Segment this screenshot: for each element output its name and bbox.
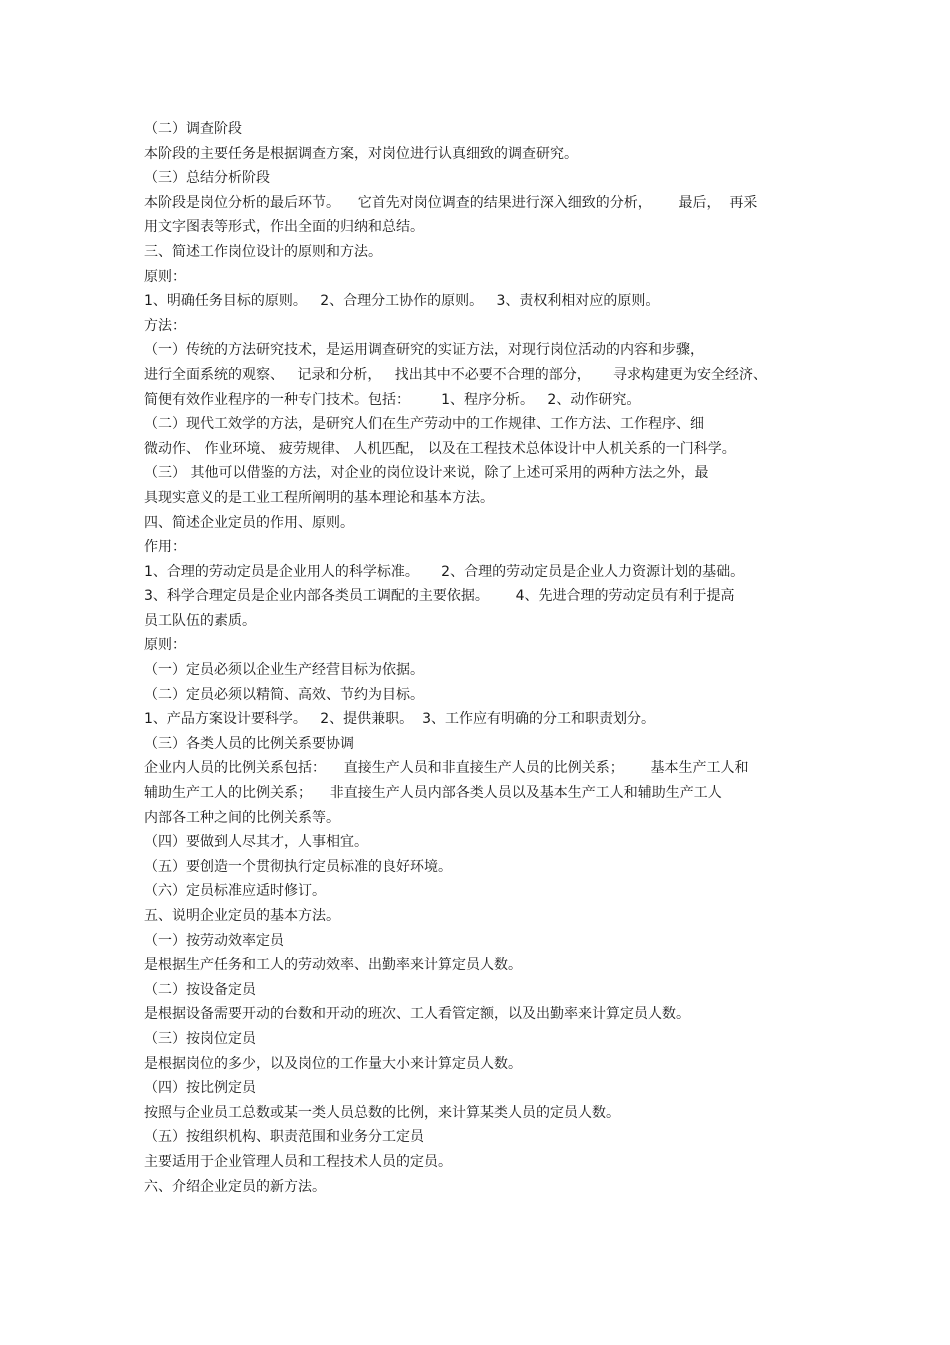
text-line: 微动作、 作业环境、 疲劳规律、 人机匹配， 以及在工程技术总体设计中人机关系的一门科学。 [144,440,736,457]
section-heading: 六、介绍企业定员的新方法。 [144,1178,326,1195]
text-line: （二）按设备定员 [144,981,256,998]
section-heading: 三、简述工作岗位设计的原则和方法。 [144,243,382,260]
text-line: 按照与企业员工总数或某一类人员总数的比例，来计算某类人员的定员人数。 [144,1104,620,1121]
text-line: （五）要创造一个贯彻执行定员标准的良好环境。 [144,858,452,875]
text-line: 员工队伍的素质。 [144,612,256,629]
text-line: 内部各工种之间的比例关系等。 [144,809,340,826]
text-line: 原则： [144,637,186,654]
text-line: 主要适用于企业管理人员和工程技术人员的定员。 [144,1153,452,1170]
text-line: （一）按劳动效率定员 [144,932,284,949]
text-line: （二）定员必须以精简、高效、节约为目标。 [144,686,424,703]
text-line: 具现实意义的是工业工程所阐明的基本理论和基本方法。 [144,489,494,506]
text-line: 企业内人员的比例关系包括： 直接生产人员和非直接生产人员的比例关系； 基本生产工人和 [144,760,749,777]
text-line: 方法： [144,317,186,334]
text-line: 是根据设备需要开动的台数和开动的班次、工人看管定额，以及出勤率来计算定员人数。 [144,1006,690,1023]
text-line: （三）按岗位定员 [144,1030,256,1047]
text-line: （三）各类人员的比例关系要协调 [144,735,354,752]
text-line: （六）定员标准应适时修订。 [144,883,326,900]
text-line: （四）按比例定员 [144,1080,256,1097]
section-heading: 四、简述企业定员的作用、原则。 [144,514,354,531]
text-line: 3、科学合理定员是企业内部各类员工调配的主要依据。 4、先进合理的劳动定员有利于提高 [144,588,735,605]
text-line: （五）按组织机构、职责范围和业务分工定员 [144,1129,424,1146]
text-line: 原则： [144,268,186,285]
text-line: 进行全面系统的观察、 记录和分析， 找出其中不必要不合理的部分， 寻求构建更为安全经济、 [144,366,767,383]
text-line: （一）定员必须以企业生产经营目标为依据。 [144,662,424,679]
text-line: 本阶段的主要任务是根据调查方案，对岗位进行认真细致的调查研究。 [144,145,578,162]
text-line: （三）总结分析阶段 [144,170,270,187]
text-line: （三） 其他可以借鉴的方法，对企业的岗位设计来说，除了上述可采用的两种方法之外，最 [144,465,709,482]
text-line: 简便有效作业程序的一种专门技术。包括： 1、程序分析。 2、动作研究。 [144,391,641,408]
text-line: 是根据岗位的多少，以及岗位的工作量大小来计算定员人数。 [144,1055,522,1072]
text-line: 1、明确任务目标的原则。 2、合理分工协作的原则。 3、责权利相对应的原则。 [144,293,660,310]
text-line: （一）传统的方法研究技术，是运用调查研究的实证方法，对现行岗位活动的内容和步骤， [144,342,704,359]
text-line: 用文字图表等形式，作出全面的归纳和总结。 [144,219,424,236]
text-line: 本阶段是岗位分析的最后环节。 它首先对岗位调查的结果进行深入细致的分析， 最后， 再采 [144,194,758,211]
text-line: （二）调查阶段 [144,121,242,137]
text-line: 辅助生产工人的比例关系； 非直接生产人员内部各类人员以及基本生产工人和辅助生产工人 [144,785,722,802]
text-line: （四）要做到人尽其才，人事相宜。 [144,834,368,851]
section-heading: 五、说明企业定员的基本方法。 [144,908,340,924]
text-line: 是根据生产任务和工人的劳动效率、出勤率来计算定员人数。 [144,957,522,974]
text-line: 1、合理的劳动定员是企业用人的科学标准。 2、合理的劳动定员是企业人力资源计划的基础。 [144,563,745,580]
text-line: （二）现代工效学的方法，是研究人们在生产劳动中的工作规律、工作方法、工作程序、细 [144,416,704,433]
text-line: 作用： [144,539,186,556]
document-body [144,117,824,1199]
text-line: 1、产品方案设计要科学。 2、提供兼职。 3、工作应有明确的分工和职责划分。 [144,711,655,728]
